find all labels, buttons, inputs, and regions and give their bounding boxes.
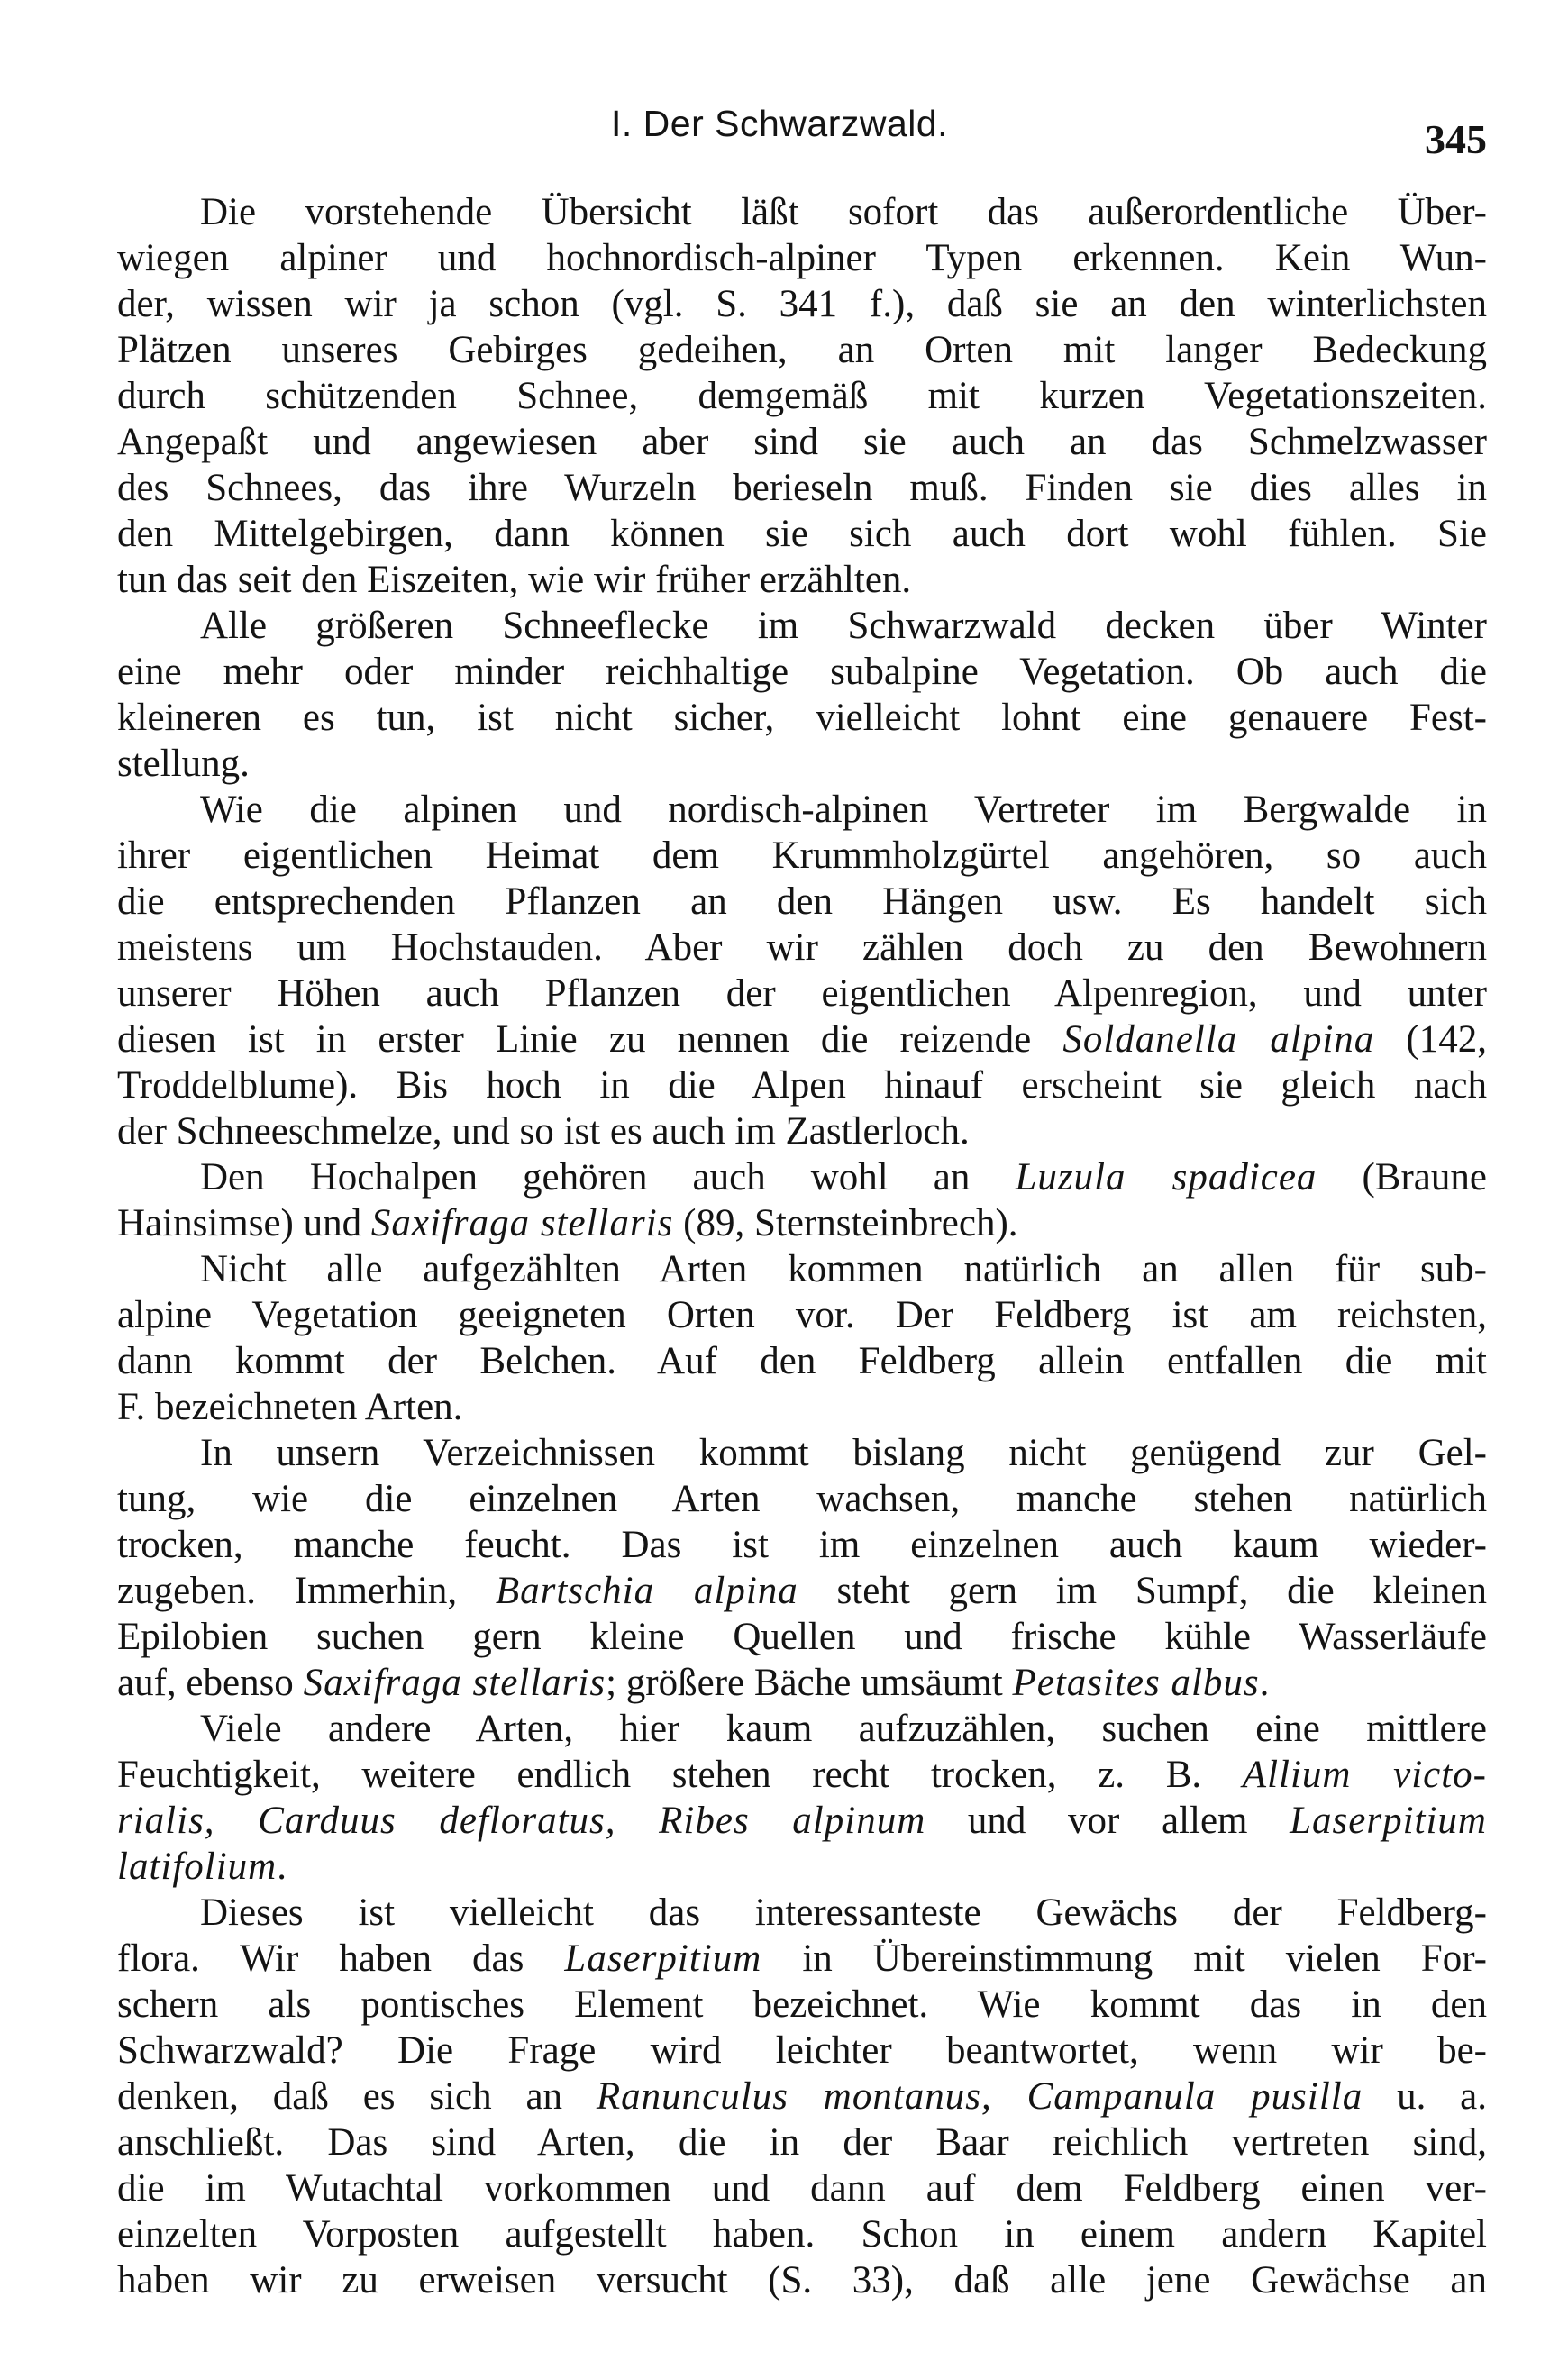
text-line: die entsprechenden Pflanzen an den Hängen usw. Es handelt sich: [117, 880, 1487, 923]
text-line: Troddelblume). Bis hoch in die Alpen hinauf erscheint sie gleich nach: [117, 1064, 1487, 1107]
text-line: unserer Höhen auch Pflanzen der eigentlichen Alpenregion, und unter: [117, 972, 1487, 1015]
text-line: eine mehr oder minder reichhaltige subalpine Vegetation. Ob auch die: [117, 651, 1487, 693]
text-line: wiegen alpiner und hochnordisch-alpiner Typen erkennen. Kein Wun-: [117, 237, 1487, 279]
chapter-running-title: I. Der Schwarzwald.: [611, 103, 949, 144]
text-line: auf, ebenso Saxifraga stellaris; größere Bäche umsäumt Petasites albus.: [117, 1662, 1270, 1704]
paragraph: [117, 603, 1487, 787]
text-line: zugeben. Immerhin, Bartschia alpina steht gern im Sumpf, die kleinen: [117, 1570, 1487, 1612]
text-line: den Mittelgebirgen, dann können sie sich auch dort wohl fühlen. Sie: [117, 513, 1487, 555]
text-line: F. bezeichneten Arten.: [117, 1386, 463, 1428]
page-number: 345: [1425, 116, 1487, 162]
text-line: rialis, Carduus defloratus, Ribes alpinum und vor allem Laserpitium: [117, 1800, 1487, 1842]
text-line: Epilobien suchen gern kleine Quellen und frische kühle Wasserläufe: [117, 1616, 1487, 1658]
text-line: der Schneeschmelze, und so ist es auch im Zastlerloch.: [117, 1110, 970, 1153]
paragraph: [117, 1890, 1487, 2303]
paragraph: [117, 1706, 1487, 1890]
text-line: trocken, manche feucht. Das ist im einzelnen auch kaum wieder-: [117, 1524, 1487, 1566]
text-line: stellung.: [117, 743, 250, 785]
text-line: Angepaßt und angewiesen aber sind sie auch an das Schmelzwasser: [117, 421, 1487, 463]
text-line: einzelten Vorposten aufgestellt haben. Schon in einem andern Kapitel: [117, 2213, 1487, 2256]
paragraph: [117, 1154, 1487, 1246]
text-line: kleineren es tun, ist nicht sicher, vielleicht lohnt eine genauere Fest-: [117, 697, 1487, 739]
text-line: Alle größeren Schneeflecke im Schwarzwald decken über Winter: [200, 605, 1487, 647]
paragraph: [117, 1430, 1487, 1706]
text-line: Hainsimse) und Saxifraga stellaris (89, Sternsteinbrech).: [117, 1202, 1018, 1244]
text-line: Plätzen unseres Gebirges gedeihen, an Orten mit langer Bedeckung: [117, 329, 1487, 371]
text-line: Schwarzwald? Die Frage wird leichter beantwortet, wenn wir be-: [117, 2029, 1487, 2072]
text-line: tun das seit den Eiszeiten, wie wir früher erzählten.: [117, 559, 912, 601]
text-line: denken, daß es sich an Ranunculus montanus, Campanula pusilla u. a.: [117, 2075, 1487, 2118]
text-line: Den Hochalpen gehören auch wohl an Luzula spadicea (Braune: [200, 1156, 1487, 1199]
text-line: Wie die alpinen und nordisch-alpinen Vertreter im Bergwalde in: [200, 788, 1487, 831]
text-line: latifolium.: [117, 1846, 287, 1888]
text-line: des Schnees, das ihre Wurzeln berieseln muß. Finden sie dies alles in: [117, 467, 1487, 509]
text-line: durch schützenden Schnee, demgemäß mit kurzen Vegetationszeiten.: [117, 375, 1487, 417]
text-line: ihrer eigentlichen Heimat dem Krummholzgürtel angehören, so auch: [117, 834, 1487, 877]
running-head: [117, 101, 1487, 164]
text-line: die im Wutachtal vorkommen und dann auf dem Feldberg einen ver-: [117, 2167, 1487, 2210]
text-line: haben wir zu erweisen versucht (S. 33), daß alle jene Gewächse an: [117, 2259, 1487, 2302]
paragraph: [117, 1246, 1487, 1430]
text-line: Viele andere Arten, hier kaum aufzuzählen, suchen eine mittlere: [200, 1708, 1487, 1750]
text-line: tung, wie die einzelnen Arten wachsen, manche stehen natürlich: [117, 1478, 1487, 1520]
text-line: anschließt. Das sind Arten, die in der Baar reichlich vertreten sind,: [117, 2121, 1487, 2164]
text-line: Dieses ist vielleicht das interessanteste Gewächs der Feldberg-: [200, 1891, 1487, 1934]
text-line: schern als pontisches Element bezeichnet. Wie kommt das in den: [117, 1983, 1487, 2026]
text-line: Feuchtigkeit, weitere endlich stehen recht trocken, z. B. Allium victo-: [117, 1754, 1487, 1796]
text-line: Die vorstehende Übersicht läßt sofort das außerordentliche Über-: [200, 191, 1487, 233]
text-line: der, wissen wir ja schon (vgl. S. 341 f.), daß sie an den winterlichsten: [117, 283, 1487, 325]
paragraph: [117, 787, 1487, 1154]
text-line: diesen ist in erster Linie zu nennen die reizende Soldanella alpina (142,: [117, 1018, 1487, 1061]
text-line: meistens um Hochstauden. Aber wir zählen doch zu den Bewohnern: [117, 926, 1487, 969]
text-line: alpine Vegetation geeigneten Orten vor. Der Feldberg ist am reichsten,: [117, 1294, 1487, 1336]
text-line: In unsern Verzeichnissen kommt bislang nicht genügend zur Gel-: [200, 1432, 1487, 1474]
body-text: [117, 189, 1487, 2303]
text-line: flora. Wir haben das Laserpitium in Übereinstimmung mit vielen For-: [117, 1937, 1488, 1980]
text-line: dann kommt der Belchen. Auf den Feldberg allein entfallen die mit: [117, 1340, 1487, 1382]
paragraph: [117, 189, 1487, 603]
text-line: Nicht alle aufgezählten Arten kommen natürlich an allen für sub-: [200, 1248, 1487, 1290]
